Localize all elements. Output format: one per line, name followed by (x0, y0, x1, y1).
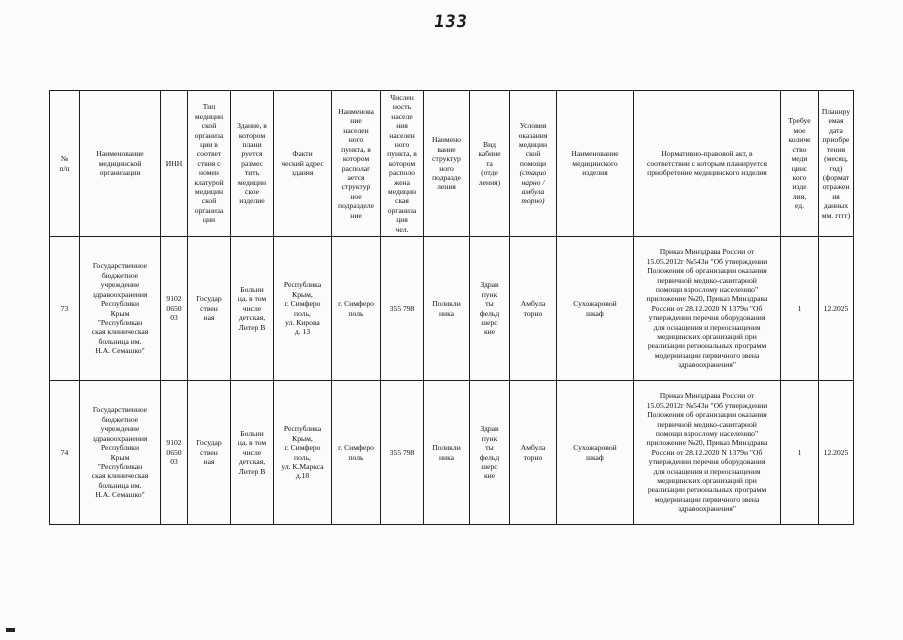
table-row (50, 237, 854, 381)
cell-org-type: Государ ствен ная (188, 237, 231, 381)
cell-conditions: Амбула торно (510, 381, 557, 525)
cell-building: Больни ца, в том числе детская, Литер В (231, 237, 274, 381)
cell-unit: Поликли ника (424, 381, 470, 525)
cell-population: 355 798 (381, 237, 424, 381)
header-org-name: Наименование медицинской организации (80, 91, 161, 237)
header-locality: Наименова ние населен ного пункта, в котором располаг ается структур ное подразделе ние (332, 91, 381, 237)
header-cabinet: Вид кабине та (отде ления) (470, 91, 510, 237)
header-legal-act: Нормативно-правовой акт, в соответствии с которым планируется приобретение медицинского изделия (634, 91, 781, 237)
cell-num: 73 (50, 237, 80, 381)
cell-inn: 9102 0650 03 (161, 237, 188, 381)
cell-address: Республика Крым, г. Симферо поль, ул. К.Маркса д.18 (274, 381, 332, 525)
cell-org-name: Государственное бюджетное учреждение здравоохранения Республики Крым "Республикан ская клиническая больница им. Н.А. Семашко" (80, 237, 161, 381)
cell-org-name: Государственное бюджетное учреждение здравоохранения Республики Крым "Республикан ская клиническая больница им. Н.А. Семашко" (80, 381, 161, 525)
medical-equipment-table (49, 90, 854, 525)
cell-address: Республика Крым, г. Симферо поль, ул. Кирова д. 13 (274, 237, 332, 381)
header-planned-date: Планиру емая дата приобре тения (месяц, год) (формат отражен ия данных мм. гггг) (819, 91, 854, 237)
table-row (50, 381, 854, 525)
cell-quantity: 1 (781, 237, 819, 381)
page-number: 133 (432, 12, 470, 32)
scan-edge-mark (6, 628, 15, 632)
cell-num: 74 (50, 381, 80, 525)
cell-building: Больни ца, в том числе детская, Литер В (231, 381, 274, 525)
cell-legal-act: Приказ Минздрава России от 15.05.2012г №543н "Об утверждении Положения об организации оказания первичной медико-санитарной помощи взрослому населению" приложение №20, Приказ Минздрава России от 28.12.2020 N 1379н "Об утверждении перечня оборудования для оснащения и переоснащения медицинских организаций при реализации региональных программ модернизации первичного звена здравоохранения" (634, 237, 781, 381)
cell-org-type: Государ ствен ная (188, 381, 231, 525)
header-num: № п/п (50, 91, 80, 237)
cell-inn: 9102 0650 03 (161, 381, 188, 525)
header-conditions-italic: (стацио нарно / амбула торно) (519, 168, 547, 206)
header-inn: ИНН (161, 91, 188, 237)
header-address: Факти ческий адрес здания (274, 91, 332, 237)
header-population: Числен ность населе ния населен ного пункта, в котором располо жена медицин ская организа ция чел. (381, 91, 424, 237)
header-quantity: Требуе мое количе ство меди цинс кого изде лия, ед. (781, 91, 819, 237)
cell-cabinet: Здрав пунк ты фельд шерс кие (470, 237, 510, 381)
cell-cabinet: Здрав пунк ты фельд шерс кие (470, 381, 510, 525)
cell-locality: г. Симферо поль (332, 237, 381, 381)
cell-conditions: Амбула торно (510, 237, 557, 381)
header-conditions (510, 91, 557, 237)
cell-device: Сухожаровой шкаф (557, 237, 634, 381)
cell-planned-date: 12.2025 (819, 381, 854, 525)
cell-population: 355 798 (381, 381, 424, 525)
header-device: Наименование медицинского изделия (557, 91, 634, 237)
header-conditions-text: Условия оказания медицин ской помощи (518, 121, 548, 168)
header-unit: Наимено вание структур ного подразде ления (424, 91, 470, 237)
cell-quantity: 1 (781, 381, 819, 525)
cell-locality: г. Симферо поль (332, 381, 381, 525)
header-row (50, 91, 854, 237)
cell-device: Сухожаровой шкаф (557, 381, 634, 525)
cell-planned-date: 12.2025 (819, 237, 854, 381)
cell-unit: Поликли ника (424, 237, 470, 381)
header-org-type: Тип медицин ской организа ции в соответ ствия с номен клатурой медицин ской организа ции (188, 91, 231, 237)
header-building: Здание, в котором плани руется размес тить медицин ское изделие (231, 91, 274, 237)
cell-legal-act: Приказ Минздрава России от 15.05.2012г №543н "Об утверждении Положения об организации оказания первичной медико-санитарной помощи взрослому населению" приложение №20, Приказ Минздрава России от 28.12.2020 N 1379н "Об утверждении перечня оборудования для оснащения и переоснащения медицинских организаций при реализации региональных программ модернизации первичного звена здравоохранения" (634, 381, 781, 525)
